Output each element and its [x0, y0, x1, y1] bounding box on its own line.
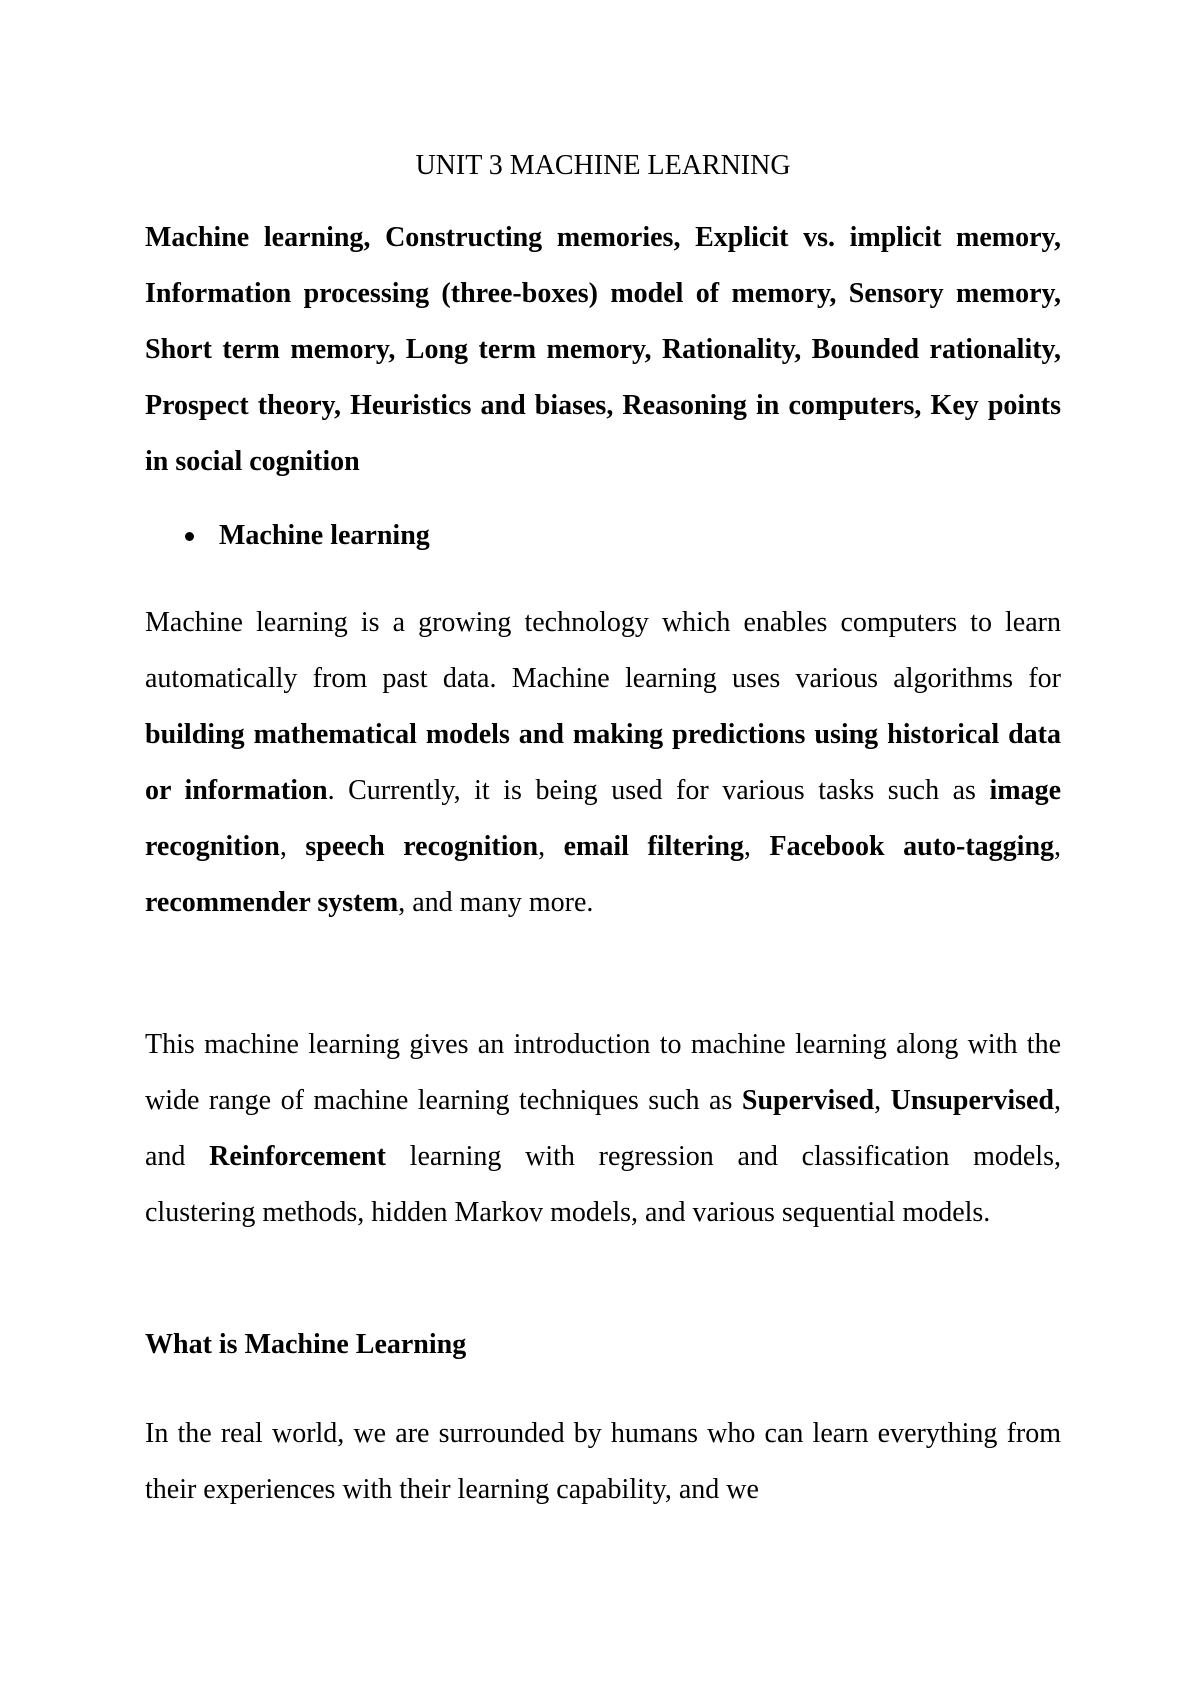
para2-bold-3: Reinforcement: [209, 1141, 386, 1172]
para1-text-7: , and many more.: [398, 887, 594, 918]
paragraph-real-world: In the real world, we are surrounded by humans who can learn everything from their experiences with their learning capability, and we: [145, 1418, 1061, 1505]
para1-bold-5: Facebook auto-tagging: [769, 831, 1055, 862]
page-title: UNIT 3 MACHINE LEARNING: [415, 150, 791, 181]
para1-text-4: ,: [538, 831, 564, 862]
para1-bold-1: building mathematical models and making predictions using historical data or information: [145, 719, 1061, 806]
para1-text-1: Machine learning is a growing technology which enables computers to learn automatically from past data. Machine learning uses various algorithms for: [145, 607, 1061, 694]
para1-text-2: . Currently, it is being used for various tasks such as: [327, 775, 990, 806]
paragraph-ml-techniques: [145, 1017, 1061, 1241]
paragraph-ml-definition: [145, 595, 1061, 931]
section-heading-what-is-ml: What is Machine Learning: [145, 1329, 467, 1360]
para1-bold-3: speech recognition: [305, 831, 539, 862]
para2-bold-1: Supervised: [741, 1085, 875, 1116]
para2-text-1: This machine learning gives an introduction to machine learning along with the wide range of machine learning techniques such as: [145, 1029, 1061, 1116]
para1-text-6: ,: [1054, 831, 1062, 862]
para1-bold-6: recommender system: [145, 887, 399, 918]
para2-text-2: ,: [874, 1085, 891, 1116]
unit-topics-intro: Machine learning, Constructing memories, Explicit vs. implicit memory, Information processing (three-boxes) model of memory, Sensory memory, Short term memory, Long term memory, Rationality, Bounded rationality, Prospect theory, Heuristics and biases, Reasoning in computers, Key points in social cognition: [145, 222, 1061, 477]
bullet-machine-learning: [145, 512, 1061, 560]
para1-bold-4: email filtering: [563, 831, 744, 862]
para1-bold-2: image recognition: [145, 775, 1062, 862]
para1-text-3: ,: [279, 831, 306, 862]
bullet-dot-icon: [185, 532, 194, 541]
para2-text-4: learning with regression and classification models, clustering methods, hidden Markov models, and various sequential models.: [145, 1141, 1061, 1228]
bullet-heading: Machine learning: [219, 520, 430, 551]
para1-text-5: ,: [743, 831, 770, 862]
para2-text-3: , and: [145, 1085, 1061, 1172]
para2-bold-2: Unsupervised: [890, 1085, 1054, 1116]
